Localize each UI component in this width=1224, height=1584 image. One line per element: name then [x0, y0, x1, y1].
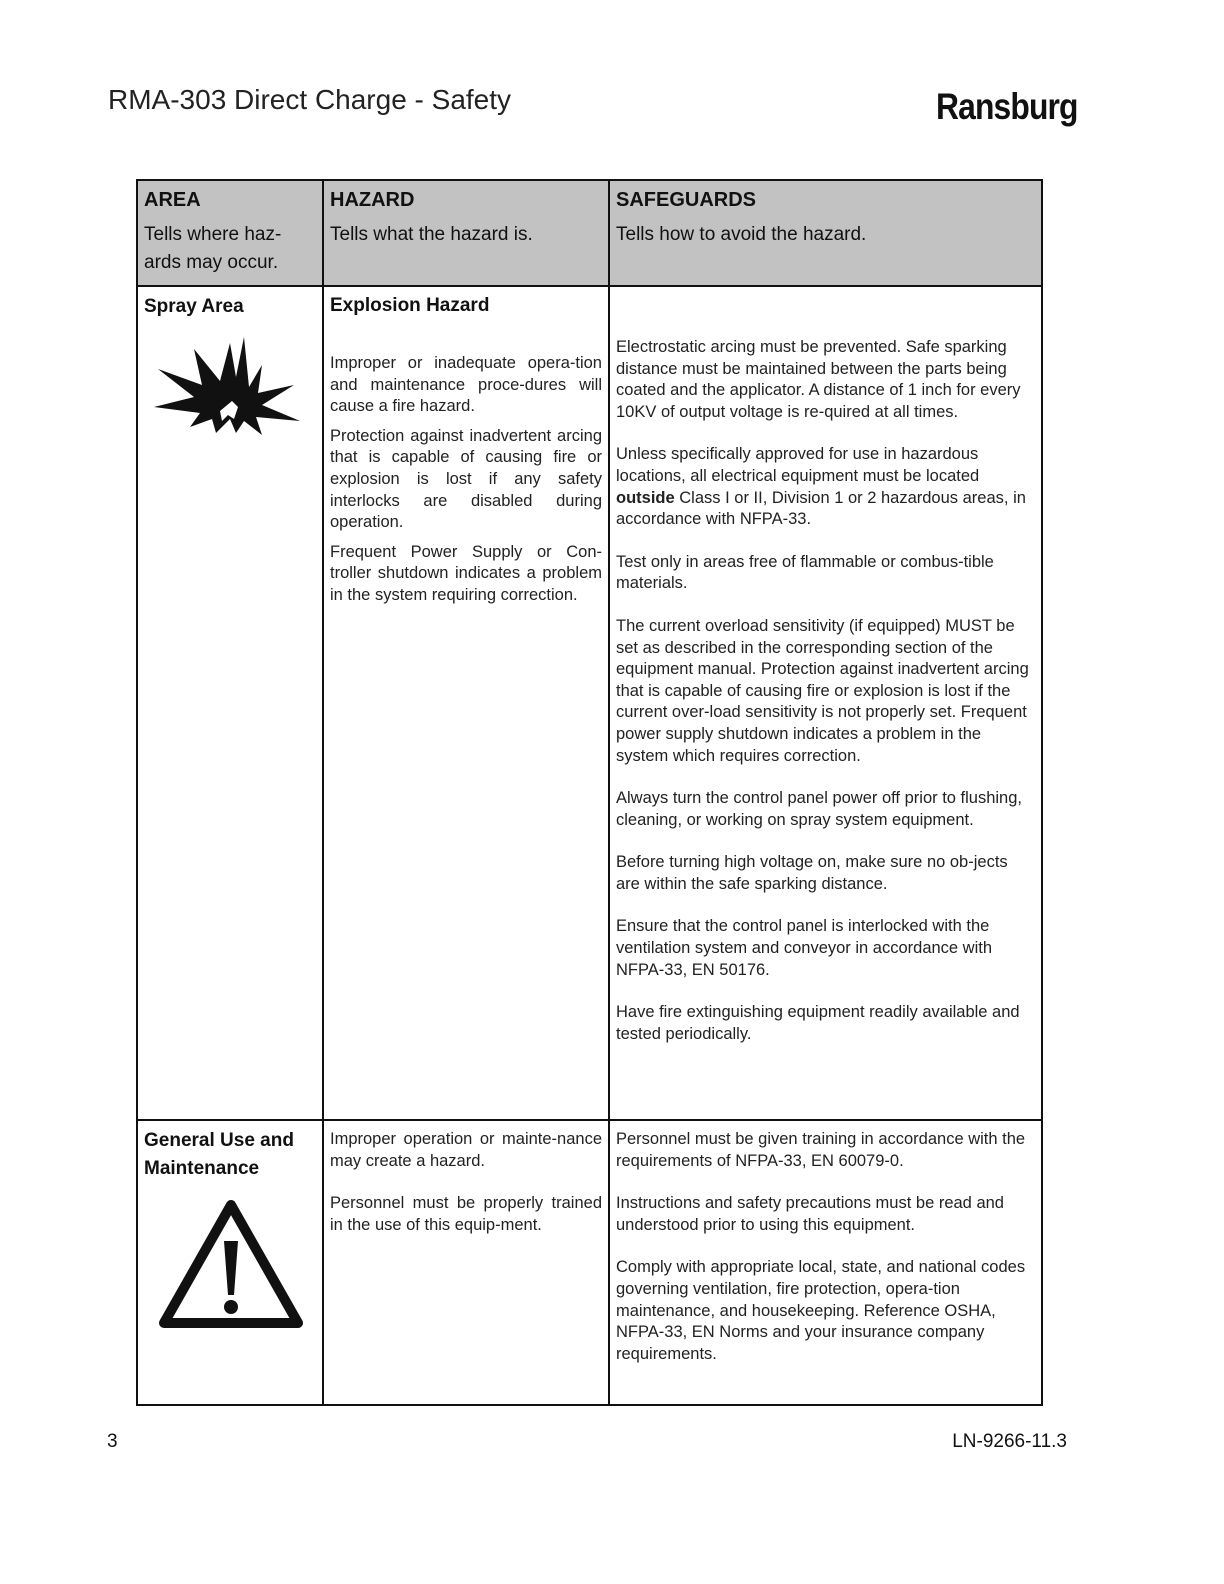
header-safeguards [609, 180, 1042, 286]
safeguard-paragraph: The current overload sensitivity (if equipped) MUST be set as described in the corresponding section of the equipment manual. Protection against inadvertent arcing that is capable of causing fire or explosion is lost if the current over-load sensitivity is not properly set. Frequent power supply shutdown indicates a problem in the system which requires correction. [616, 616, 1029, 765]
hazard-cell [323, 286, 609, 1120]
header-safeguards-desc: Tells how to avoid the hazard. [616, 224, 867, 245]
safeguard-paragraph: Always turn the control panel power off prior to flushing, cleaning, or working on spray system equipment. [616, 789, 1022, 829]
area-cell [137, 1120, 323, 1405]
document-number: LN-9266-11.3 [952, 1431, 1067, 1452]
safeguard-paragraph: Before turning high voltage on, make sure no ob-jects are within the safe sparking distance. [616, 853, 1008, 893]
explosion-icon [150, 335, 316, 460]
safeguard-paragraph [616, 444, 1035, 530]
safeguard-paragraph: Have fire extinguishing equipment readily available and tested periodically. [616, 1003, 1020, 1043]
header-hazard-desc: Tells what the hazard is. [330, 224, 533, 245]
hazard-paragraph: Protection against inadvertent arcing that is capable of causing fire or explosion is lost if any safety interlocks are disabled during operation. [330, 426, 602, 532]
hazard-paragraph: Improper operation or mainte-nance may create a hazard. [330, 1130, 602, 1170]
hazard-paragraph: Improper or inadequate opera-tion and maintenance proce-dures will cause a fire hazard. [330, 354, 602, 416]
header-area [137, 180, 323, 286]
hazard-title: Explosion Hazard [330, 295, 490, 316]
safeguard-paragraph: Test only in areas free of flammable or combus-tible materials. [616, 552, 994, 593]
hazard-paragraph: Frequent Power Supply or Con-troller shutdown indicates a problem in the system requiring correction. [330, 542, 602, 604]
area-label: Spray Area [144, 296, 244, 317]
page-title: RMA-303 Direct Charge - Safety [108, 84, 512, 115]
safeguards-cell [609, 286, 1042, 1120]
safeguard-paragraph: Comply with appropriate local, state, and national codes governing ventilation, fire protection, opera-tion maintenance, and housekeeping. Reference OSHA, NFPA-33, EN Norms and your insurance company requirements. [616, 1258, 1026, 1363]
header-hazard [323, 180, 609, 286]
table-row [137, 1120, 1042, 1405]
header-safeguards-title: SAFEGUARDS [616, 189, 757, 211]
header-area-title: AREA [144, 189, 201, 211]
safeguard-text: Class I or II, Division 1 or 2 hazardous areas, in accordance with NFPA-33. [616, 488, 1026, 529]
safeguard-paragraph: Ensure that the control panel is interlocked with the ventilation system and conveyor in accordance with NFPA-33, EN 50176. [616, 917, 993, 979]
safeguard-paragraph: Personnel must be given training in accordance with the requirements of NFPA-33, EN 60079-0. [616, 1130, 1026, 1170]
safeguards-cell [609, 1120, 1042, 1405]
safeguard-emphasis: outside [616, 488, 675, 507]
header-area-desc: Tells where haz-ards may occur. [144, 224, 282, 273]
safety-table [136, 179, 1043, 1406]
header-hazard-title: HAZARD [330, 189, 415, 211]
area-cell [137, 286, 323, 1120]
table-row [137, 286, 1042, 1120]
page-number: 3 [107, 1431, 118, 1452]
hazard-cell [323, 1120, 609, 1405]
hazard-paragraph: Personnel must be properly trained in the use of this equip-ment. [330, 1194, 602, 1234]
table-header-row [137, 180, 1042, 286]
brand-logo: Ransburg [936, 86, 1078, 127]
safeguard-paragraph: Instructions and safety precautions must be read and understood prior to using this equipment. [616, 1194, 1004, 1234]
safeguard-text: Unless specifically approved for use in hazardous locations, all electrical equipment must be located [616, 445, 980, 485]
area-label: General Use and Maintenance [144, 1130, 294, 1179]
warning-triangle-icon [158, 1199, 316, 1336]
safeguard-paragraph: Electrostatic arcing must be prevented. Safe sparking distance must be maintained between the parts being coated and the applicator. A distance of 1 inch for every 10KV of output voltage is re-quired at all times. [616, 338, 1021, 421]
